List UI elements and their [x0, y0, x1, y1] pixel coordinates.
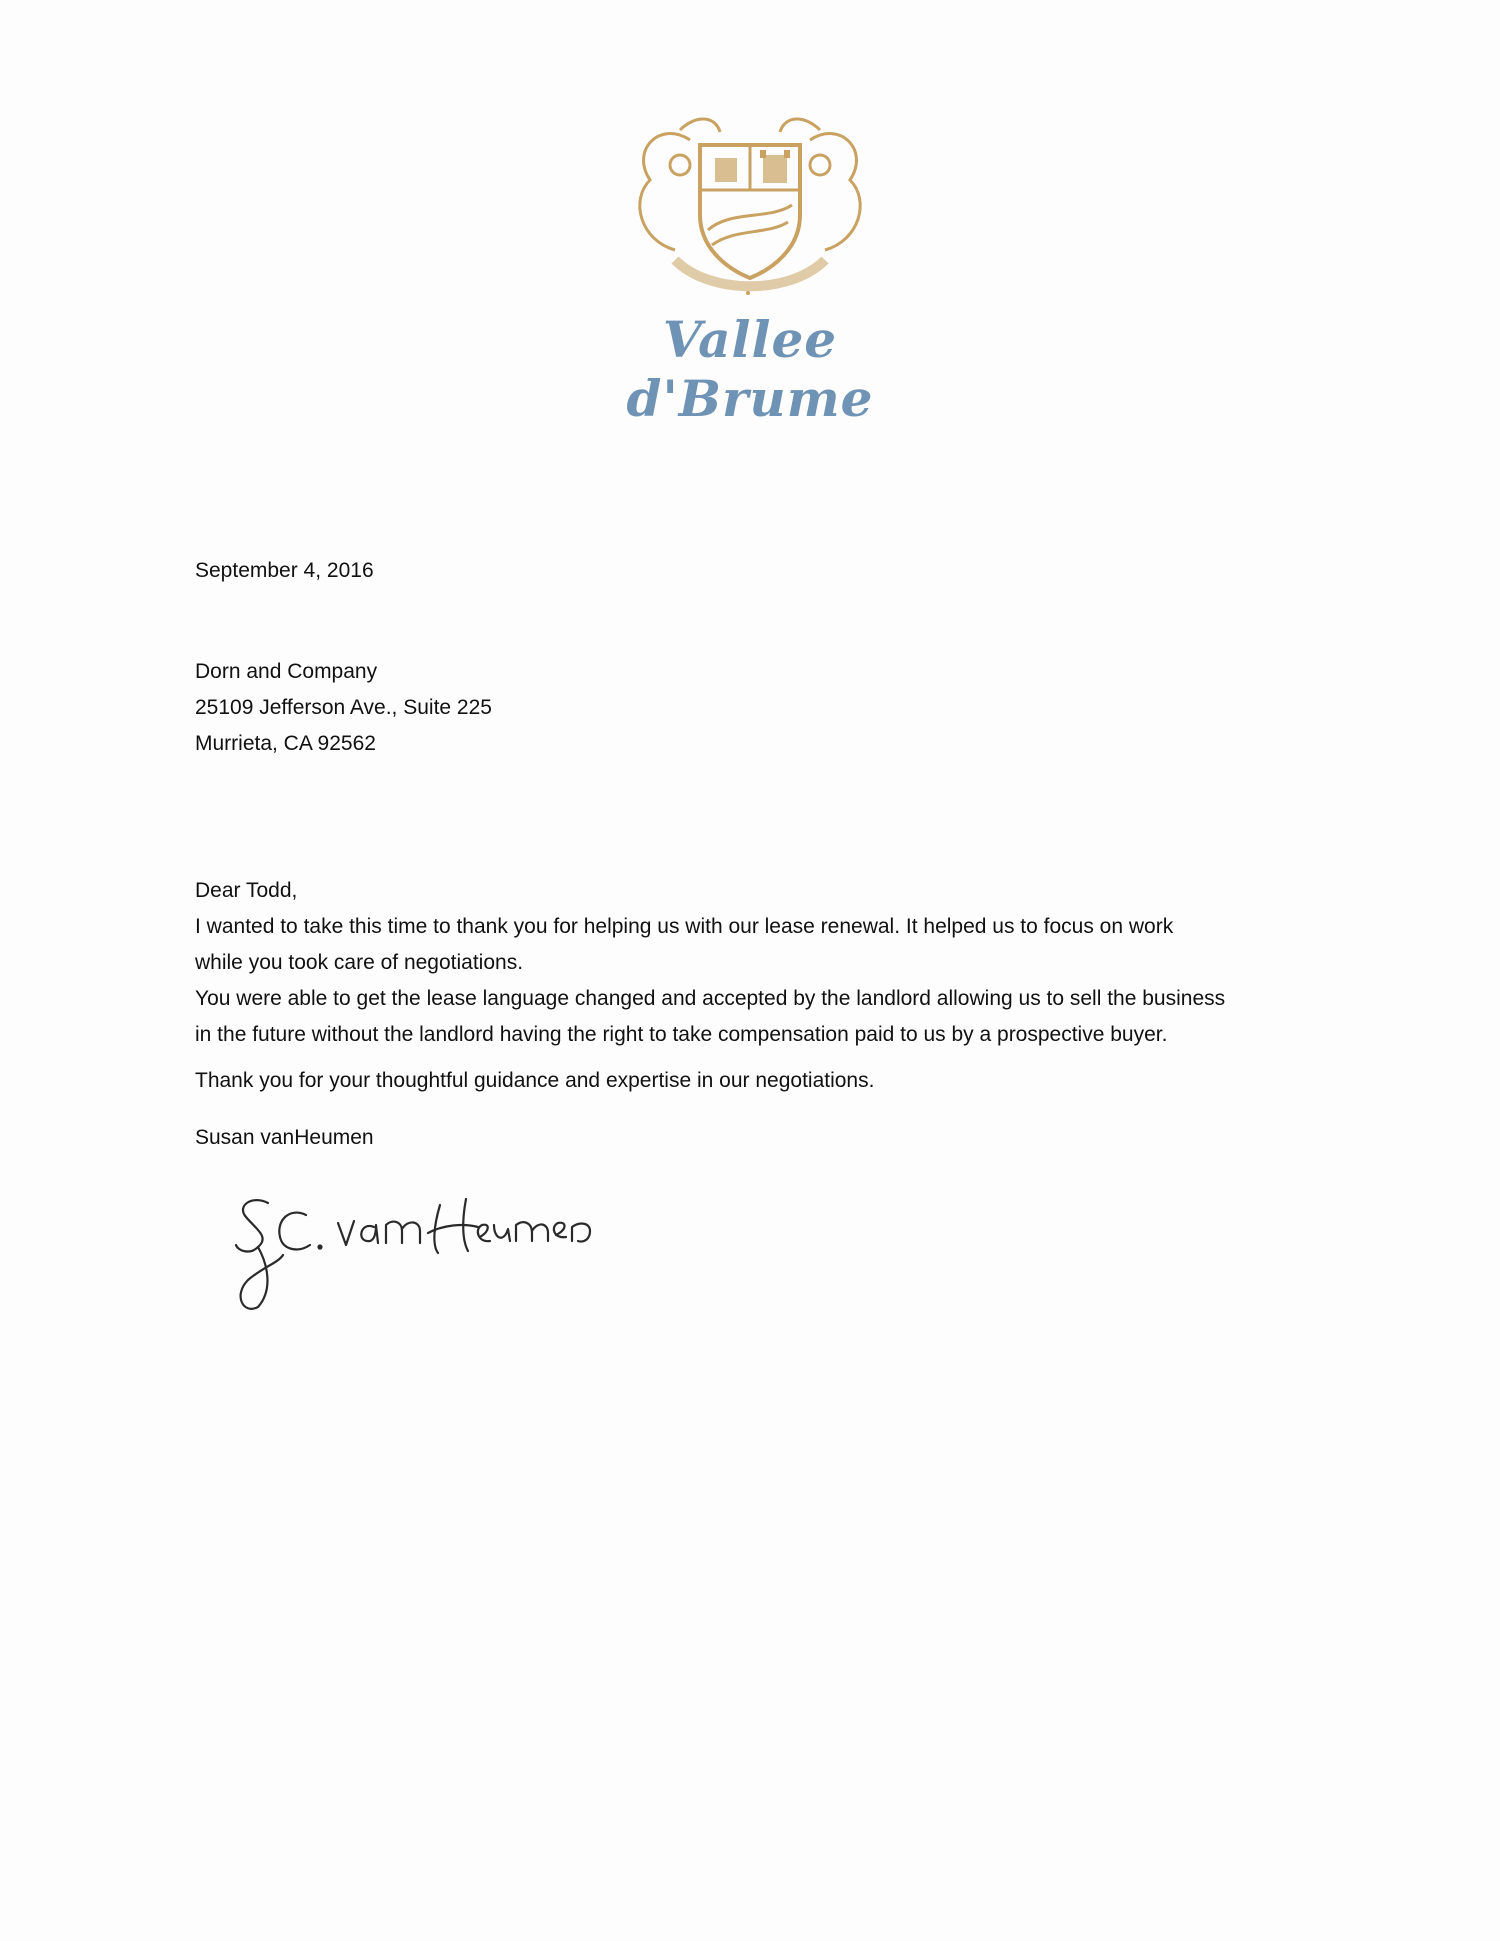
salutation: Dear Todd,: [195, 879, 298, 902]
company-brand-name: Vallee d'Brume: [626, 310, 874, 428]
paragraph-2-line-2: in the future without the landlord having the right to take compensation paid to us by a prospective buyer.: [195, 1023, 1168, 1046]
letter-date: September 4, 2016: [195, 559, 374, 582]
letter-body: [195, 873, 1325, 1099]
signer-name: Susan vanHeumen: [195, 1126, 374, 1149]
recipient-city-state-zip: Murrieta, CA 92562: [195, 732, 376, 755]
recipient-company: Dorn and Company: [195, 660, 378, 683]
paragraph-2-line-1: You were able to get the lease language changed and accepted by the landlord allowing us to sell the business: [195, 987, 1226, 1010]
paragraph-3: Thank you for your thoughtful guidance and expertise in our negotiations.: [195, 1069, 875, 1092]
recipient-street: 25109 Jefferson Ave., Suite 225: [195, 696, 492, 719]
recipient-address: [195, 654, 492, 762]
paragraph-1-line-2: while you took care of negotiations.: [195, 951, 524, 974]
paragraph-1-line-1: I wanted to take this time to thank you for helping us with our lease renewal. It helped us to focus on work: [195, 915, 1174, 938]
handwritten-signature: [228, 1185, 608, 1315]
company-crest-logo: [620, 110, 880, 300]
letterhead: [560, 110, 940, 428]
